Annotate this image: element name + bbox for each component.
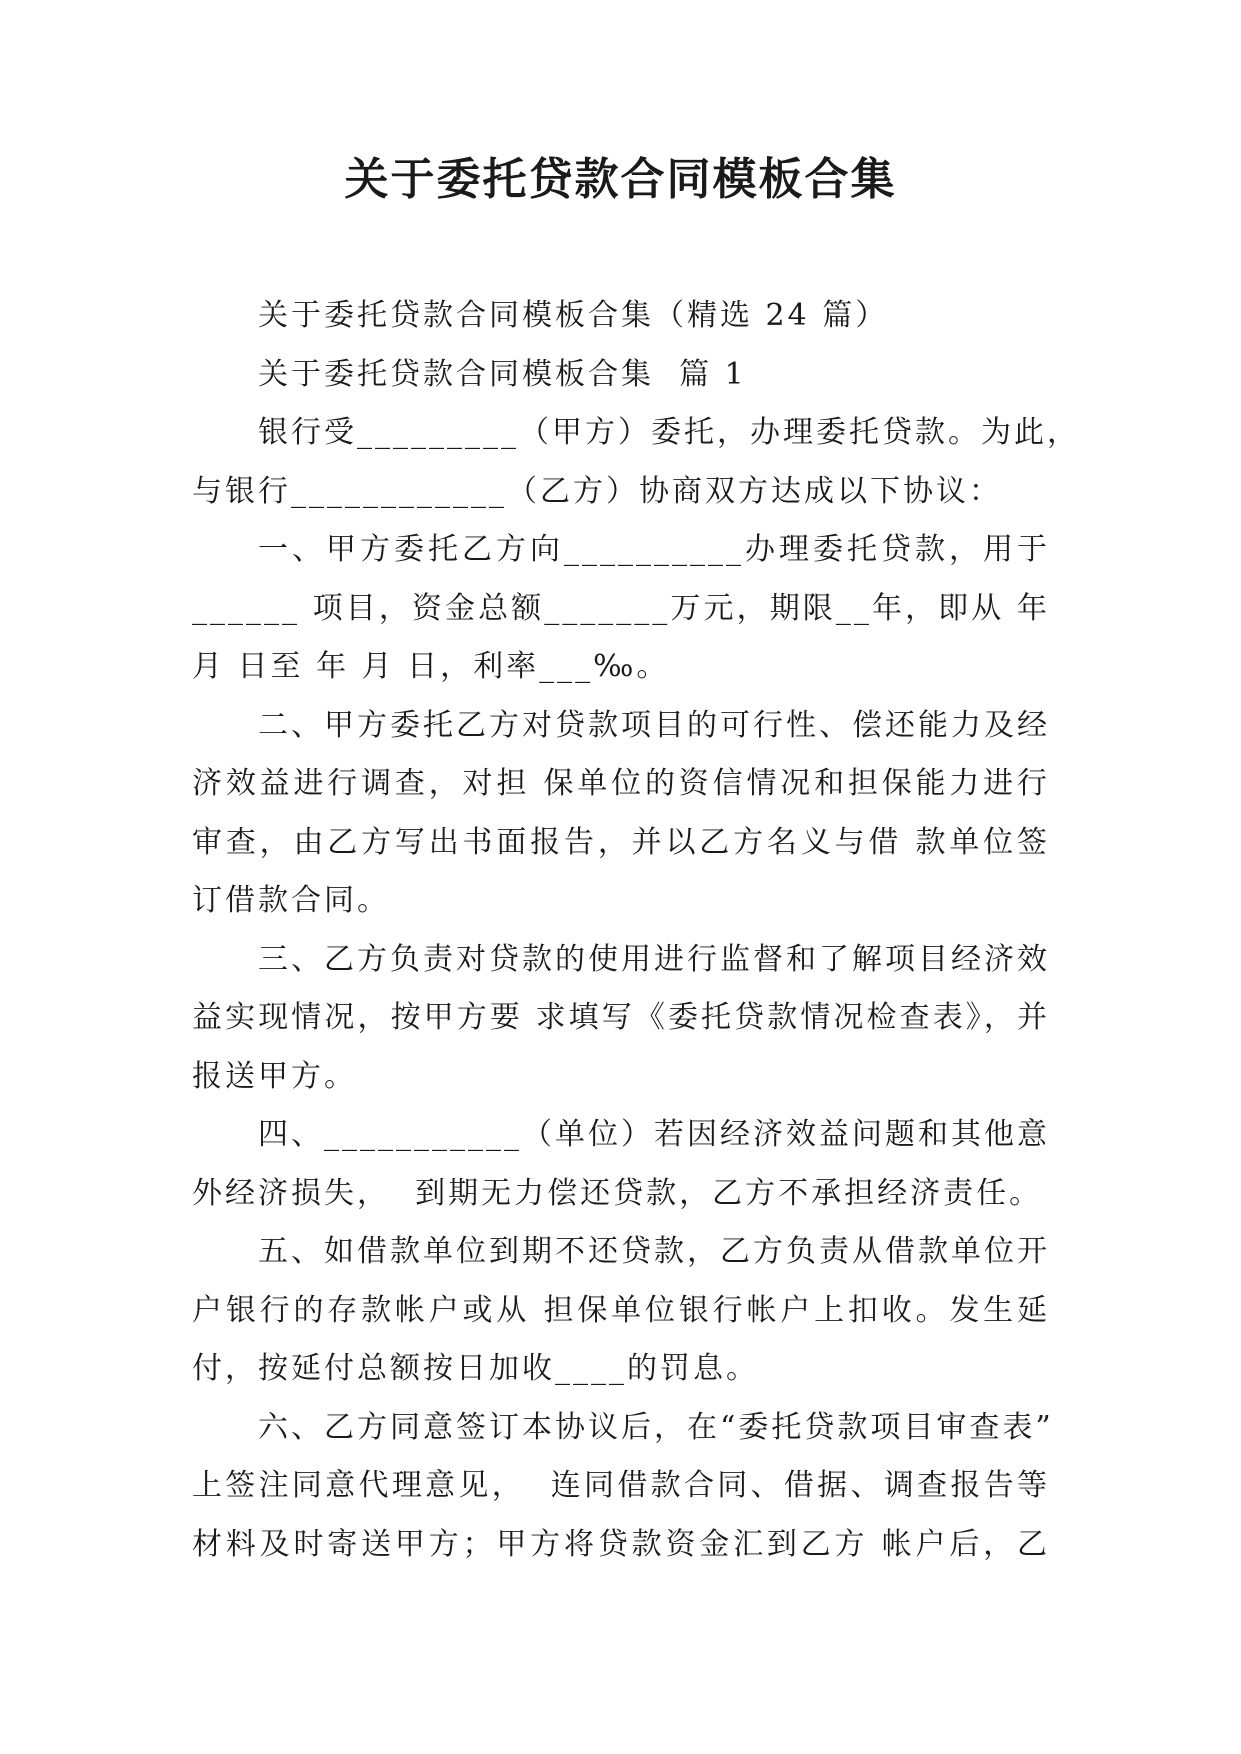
document-body: [192, 287, 1080, 1574]
paragraph-line: 济效益进行调查，对担 保单位的资信情况和担保能力进行: [192, 766, 1050, 801]
document-title: 关于委托贷款合同模板合集: [344, 154, 897, 205]
paragraph-line: 报送甲方。: [192, 1058, 357, 1094]
section-heading: 关于委托贷款合同模板合集 篇 1: [258, 356, 747, 392]
paragraph-line: 户银行的存款帐户或从 担保单位银行帐户上扣收。发生延: [192, 1292, 1050, 1328]
subtitle-line: 关于委托贷款合同模板合集（精选 24 篇）: [258, 298, 889, 333]
paragraph-line: 上签注同意代理意见， 连同借款合同、借据、调查报告等: [192, 1468, 1050, 1503]
paragraph-line: 月 日至 年 月 日，利率___‰。: [192, 649, 670, 684]
paragraph-line: 银行受_________（甲方）委托，办理委托贷款。为此，: [258, 415, 1080, 450]
paragraph-line: 六、乙方同意签订本协议后，在“委托贷款项目审查表”: [258, 1409, 1054, 1445]
paragraph-line: 三、乙方负责对贷款的使用进行监督和了解项目经济效: [258, 941, 1050, 977]
paragraph-line: 外经济损失， 到期无力偿还贷款，乙方不承担经济责任。: [192, 1175, 1043, 1211]
paragraph-line: 审查，由乙方写出书面报告，并以乙方名义与借 款单位签: [192, 824, 1050, 860]
paragraph-line: 二、甲方委托乙方对贷款项目的可行性、偿还能力及经: [258, 707, 1050, 743]
paragraph-line: 与银行____________（乙方）协商双方达成以下协议：: [192, 473, 1002, 509]
paragraph-line: 四、___________（单位）若因经济效益问题和其他意: [258, 1117, 1050, 1152]
paragraph-line: 益实现情况，按甲方要 求填写《委托贷款情况检查表》，并: [192, 1000, 1050, 1035]
paragraph-line: ______ 项目，资金总额_______万元，期限__年，即从 年: [192, 590, 1050, 626]
paragraph-line: 五、如借款单位到期不还贷款，乙方负责从借款单位开: [258, 1234, 1050, 1269]
paragraph-line: 订借款合同。: [192, 883, 390, 918]
paragraph-line: 付，按延付总额按日加收____的罚息。: [192, 1351, 759, 1386]
paragraph-line: 材料及时寄送甲方；甲方将贷款资金汇到乙方 帐户后，乙: [192, 1526, 1050, 1562]
paragraph-line: 一、甲方委托乙方向__________办理委托贷款，用于: [258, 532, 1050, 567]
